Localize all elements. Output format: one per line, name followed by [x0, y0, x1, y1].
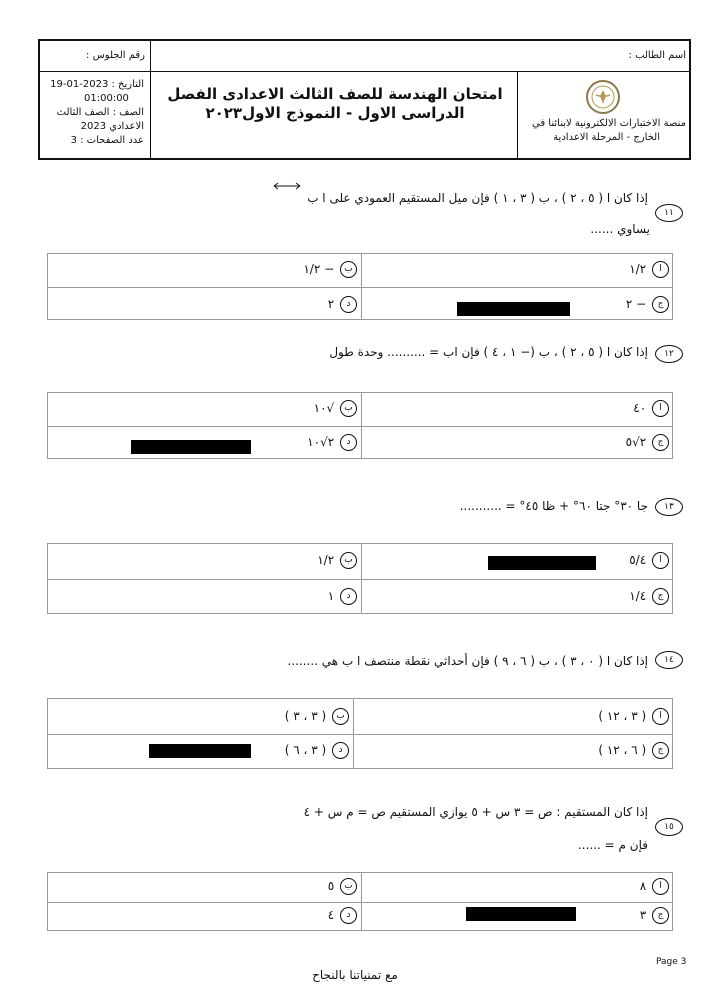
option-value: ١/٢: [629, 262, 647, 276]
option-value: ٢: [327, 297, 335, 311]
options-table-13: [47, 543, 673, 614]
option-value: − ٢: [625, 297, 647, 311]
option-13-b[interactable]: [317, 552, 357, 569]
question-15-text-cont: فإن م = ......: [577, 838, 648, 852]
option-value: ٤: [327, 908, 335, 922]
question-number-14: ١٤: [655, 651, 683, 669]
option-letter: ا: [652, 552, 669, 569]
option-value: ٥: [327, 879, 335, 893]
option-12-a[interactable]: [633, 400, 669, 417]
option-value: ( ٦ ، ١٢ ): [598, 743, 647, 757]
option-value: ٣: [639, 908, 647, 922]
option-14-b[interactable]: [285, 708, 349, 725]
option-value: ٨: [639, 879, 647, 893]
option-letter: ا: [652, 878, 669, 895]
option-value: ٢√١٠: [307, 435, 335, 449]
option-15-d[interactable]: [328, 907, 357, 924]
options-table-14: [47, 698, 673, 769]
option-value: ١/٤: [629, 589, 647, 603]
options-table-11: [47, 253, 673, 320]
option-value: ( ٣ ، ٣ ): [284, 709, 327, 723]
header-divider: [39, 71, 690, 72]
option-13-a[interactable]: [629, 552, 669, 569]
option-11-b[interactable]: [303, 261, 357, 278]
option-letter: ا: [652, 400, 669, 417]
option-value: ١: [327, 589, 335, 603]
page-number: Page 3: [656, 957, 687, 967]
exam-title-line-1: امتحان الهندسة للصف الثالث الاعدادى الفصل: [167, 85, 503, 103]
option-12-c[interactable]: [626, 434, 669, 451]
option-11-c[interactable]: [626, 296, 669, 313]
question-12-text: إذا كان ا ( ٥ ، ٢ ) ، ب (− ١ ، ٤ ) فإن اب = .......... وحدة طول: [329, 345, 648, 359]
platform-line-1: منصة الاختبارات الالكترونية لابنائنا في: [532, 118, 686, 129]
option-15-a[interactable]: [640, 878, 669, 895]
option-letter: د: [340, 434, 357, 451]
option-11-d[interactable]: [328, 296, 357, 313]
option-letter: ا: [652, 261, 669, 278]
seat-number-label: رقم الجلوس :: [86, 50, 145, 61]
option-letter: ج: [652, 296, 669, 313]
grade-line-1: الصف : الصف الثالث: [56, 107, 144, 118]
option-letter: د: [340, 907, 357, 924]
question-number-11: ١١: [655, 204, 683, 222]
option-12-d[interactable]: [307, 434, 357, 451]
header-vline-1: [150, 40, 151, 159]
grade-line-2: الاعدادي 2023: [80, 121, 144, 132]
option-letter: د: [332, 742, 349, 759]
option-letter: ا: [652, 708, 669, 725]
redaction-bar: [488, 556, 596, 570]
option-12-b[interactable]: [314, 400, 357, 417]
option-letter: ج: [652, 742, 669, 759]
platform-line-2: الخارج - المرحلة الاعدادية: [553, 132, 660, 143]
redaction-bar: [457, 302, 570, 316]
option-letter: ب: [340, 261, 357, 278]
option-14-a[interactable]: [598, 708, 669, 725]
option-value: ( ٣ ، ٦ ): [284, 743, 327, 757]
student-name-label: اسم الطالب :: [628, 50, 686, 61]
option-letter: ج: [652, 434, 669, 451]
redaction-bar: [466, 907, 576, 921]
redaction-bar: [149, 744, 251, 758]
egypt-eagle-logo-icon: [586, 80, 620, 114]
header-vline-2: [517, 72, 518, 159]
options-table-15: [47, 872, 673, 931]
option-letter: ب: [340, 552, 357, 569]
option-letter: ب: [340, 878, 357, 895]
option-15-b[interactable]: [328, 878, 357, 895]
option-letter: ج: [652, 588, 669, 605]
question-number-15: ١٥: [655, 818, 683, 836]
question-11-text-cont: يساوي ......: [590, 222, 650, 236]
option-14-c[interactable]: [598, 742, 669, 759]
line-ab-arrow-icon: [272, 181, 302, 191]
option-14-d[interactable]: [285, 742, 349, 759]
option-value: ٢√٥: [625, 435, 647, 449]
exam-date: التاريخ : 2023-01-19: [50, 79, 144, 90]
page-count: عدد الصفحات : 3: [70, 135, 144, 146]
option-letter: ج: [652, 907, 669, 924]
option-value: ٥/٤: [629, 553, 647, 567]
option-15-c[interactable]: [640, 907, 669, 924]
option-value: √١٠: [313, 401, 335, 415]
question-14-text: إذا كان ا ( ٠ ، ٣ ) ، ب ( ٦ ، ٩ ) فإن أحداثي نقطة منتصف ا ب هي ........: [287, 654, 648, 668]
option-letter: د: [340, 588, 357, 605]
question-number-12: ١٢: [655, 345, 683, 363]
exam-title-line-2: الدراسى الاول - النموذج الاول٢٠٢٣: [205, 104, 465, 122]
redaction-bar: [131, 440, 251, 454]
option-value: ( ٣ ، ١٢ ): [598, 709, 647, 723]
question-13-text: جا ٣٠° جتا ٦٠° + ظا ٤٥° = ...........: [459, 499, 648, 513]
option-letter: د: [340, 296, 357, 313]
option-13-c[interactable]: [629, 588, 669, 605]
closing-message: مع تمنياتنا بالنجاح: [312, 968, 398, 982]
option-letter: ب: [332, 708, 349, 725]
option-letter: ب: [340, 400, 357, 417]
option-value: − ١/٢: [303, 262, 335, 276]
option-value: ٤٠: [633, 401, 647, 415]
exam-time: 01:00:00: [84, 93, 129, 104]
question-number-13: ١٣: [655, 498, 683, 516]
question-15-text: إذا كان المستقيم : ص = ٣ س + ٥ يوازي المستقيم ص = م س + ٤: [303, 805, 648, 819]
option-11-a[interactable]: [629, 261, 669, 278]
question-11-text: إذا كان ا ( ٥ ، ٢ ) ، ب ( ٣ ، ١ ) فإن ميل المستقيم العمودي على ا ب: [307, 191, 648, 205]
option-13-d[interactable]: [328, 588, 357, 605]
option-value: ١/٢: [317, 553, 335, 567]
